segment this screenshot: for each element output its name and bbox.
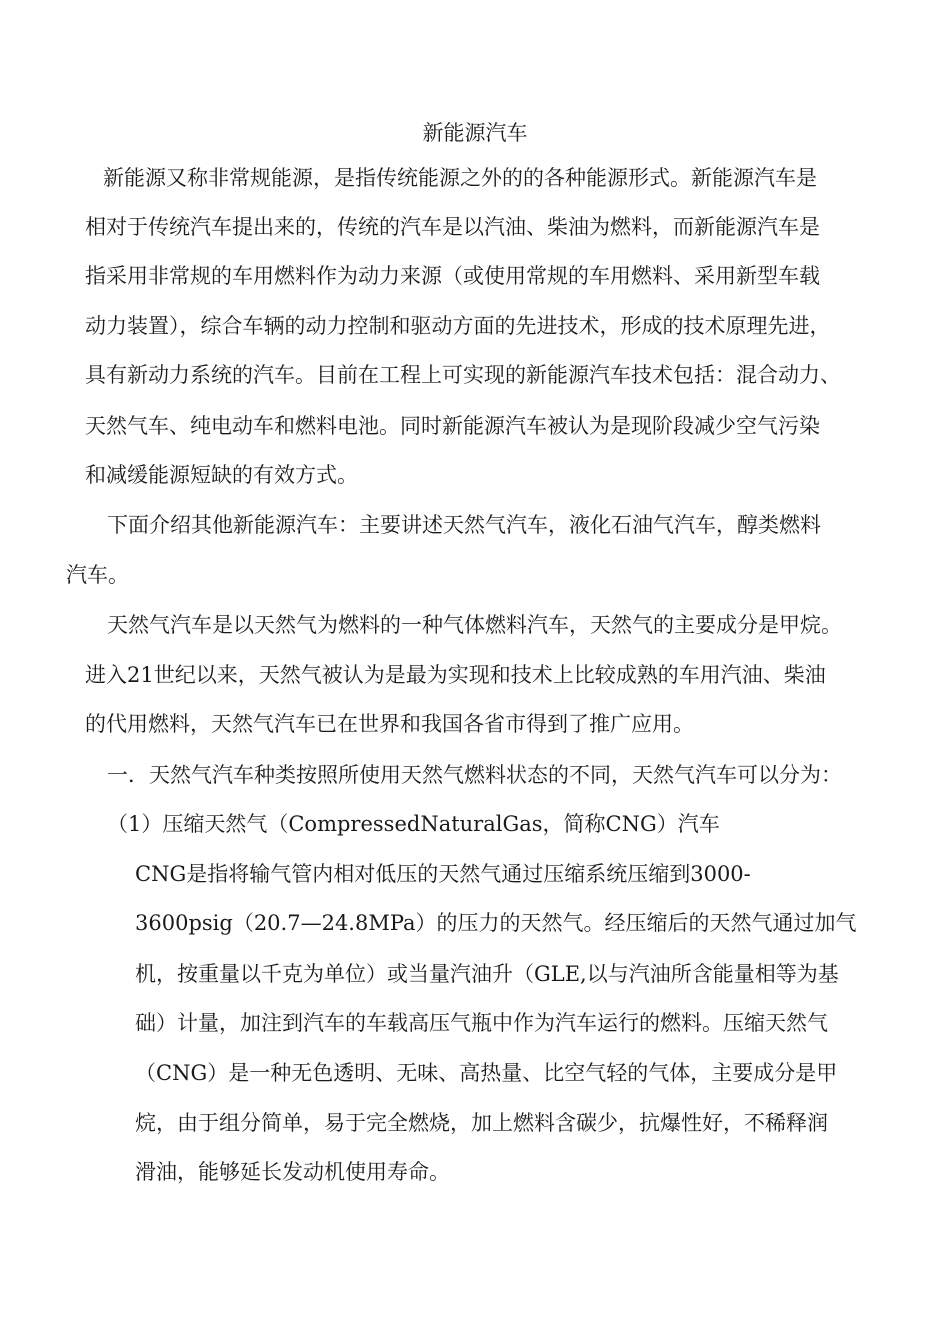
paragraph-line: 下面介绍其他新能源汽车：主要讲述天然气汽车，液化石油气汽车，醇类燃料 bbox=[107, 513, 821, 537]
paragraph-line: 和减缓能源短缺的有效方式。 bbox=[85, 463, 358, 487]
paragraph-line: 新能源又称非常规能源，是指传统能源之外的的各种能源形式。新能源汽车是 bbox=[103, 166, 817, 190]
paragraph-line: （CNG）是一种无色透明、无味、高热量、比空气轻的气体，主要成分是甲 bbox=[135, 1061, 838, 1085]
paragraph-line: 天然气车、纯电动车和燃料电池。同时新能源汽车被认为是现阶段减少空气污染 bbox=[85, 414, 820, 438]
document-title: 新能源汽车 bbox=[422, 121, 528, 145]
paragraph-line: CNG是指将输气管内相对低压的天然气通过压缩系统压缩到3000- bbox=[135, 862, 751, 886]
paragraph-line: 滑油，能够延长发动机使用寿命。 bbox=[135, 1160, 450, 1184]
paragraph-line: 机，按重量以千克为单位）或当量汽油升（GLE,以与汽油所含能量相等为基 bbox=[135, 962, 839, 986]
paragraph-line: 相对于传统汽车提出来的，传统的汽车是以汽油、柴油为燃料，而新能源汽车是 bbox=[85, 215, 820, 239]
paragraph-line: 3600psig（20.7—24.8MPa）的压力的天然气。经压缩后的天然气通过加气 bbox=[135, 911, 857, 935]
paragraph-line: 础）计量，加注到汽车的车载高压气瓶中作为汽车运行的燃料。压缩天然气 bbox=[135, 1011, 828, 1035]
paragraph-line: 动力装置），综合车辆的动力控制和驱动方面的先进技术，形成的技术原理先进， bbox=[85, 314, 831, 338]
subsection-heading: （1）压缩天然气（CompressedNaturalGas，简称CNG）汽车 bbox=[107, 812, 720, 836]
paragraph-line: 进入21世纪以来，天然气被认为是最为实现和技术上比较成熟的车用汽油、柴油 bbox=[85, 663, 826, 687]
paragraph-line: 天然气汽车是以天然气为燃料的一种气体燃料汽车，天然气的主要成分是甲烷。 bbox=[107, 613, 842, 637]
section-heading: 一．天然气汽车种类按照所使用天然气燃料状态的不同，天然气汽车可以分为： bbox=[107, 763, 842, 787]
paragraph-line: 烷，由于组分简单，易于完全燃烧，加上燃料含碳少，抗爆性好，不稀释润 bbox=[135, 1111, 828, 1135]
paragraph-line: 具有新动力系统的汽车。目前在工程上可实现的新能源汽车技术包括：混合动力、 bbox=[85, 363, 841, 387]
paragraph-line: 指采用非常规的车用燃料作为动力来源（或使用常规的车用燃料、采用新型车载 bbox=[85, 264, 820, 288]
paragraph-line: 汽车。 bbox=[66, 563, 129, 587]
paragraph-line: 的代用燃料，天然气汽车已在世界和我国各省市得到了推广应用。 bbox=[85, 712, 694, 736]
